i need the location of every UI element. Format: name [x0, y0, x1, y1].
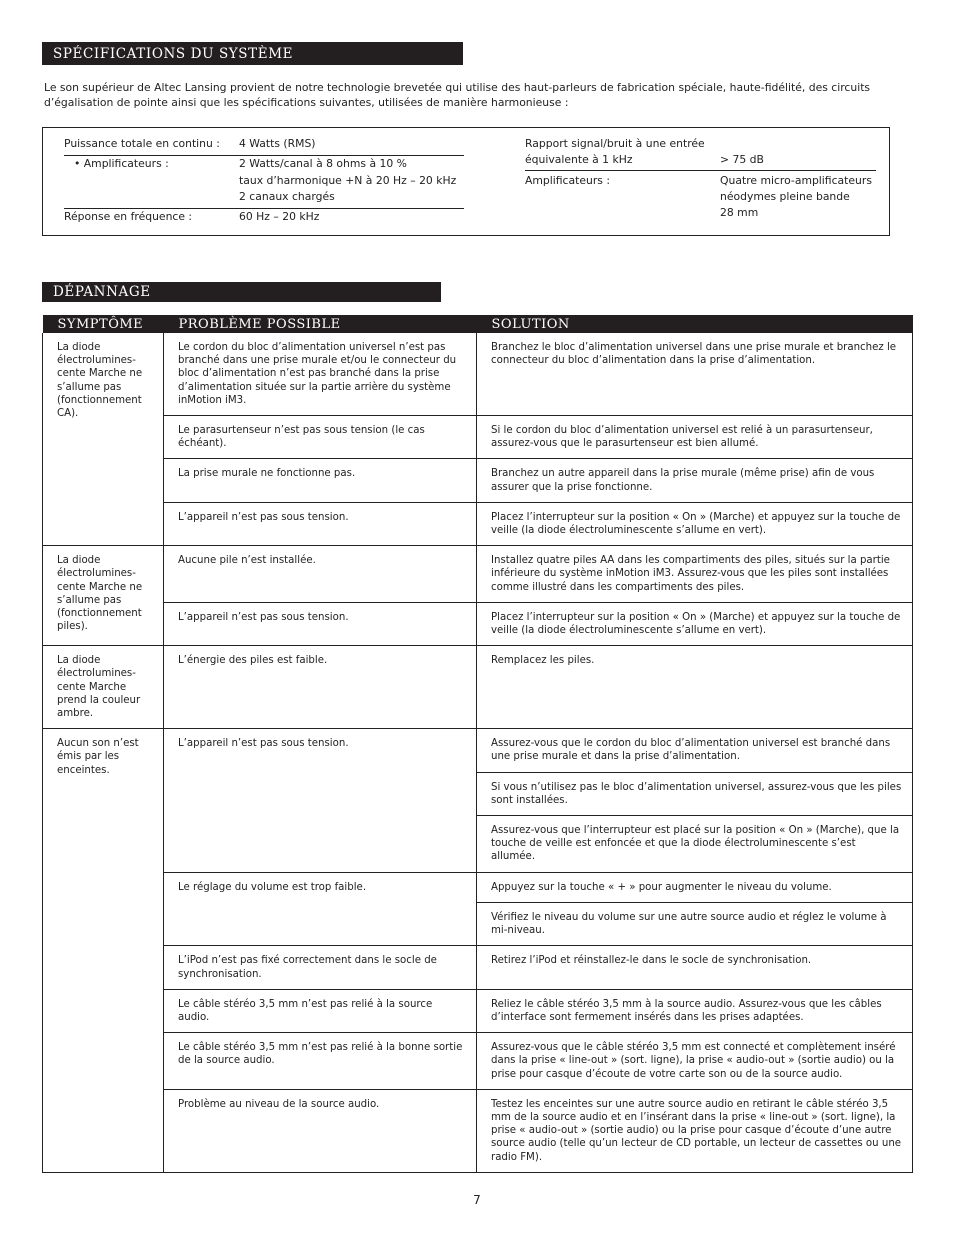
power-value: 4 Watts (RMS) [239, 137, 316, 150]
snr-label: équivalente à 1 kHz [525, 153, 633, 166]
power-label: Puissance totale en continu : [64, 137, 220, 150]
solution-cell: Assurez-vous que le cordon du bloc d’alimentation universel est branché dans une prise murale et dans la prise d’alimentation. [477, 729, 913, 772]
specs-intro: Le son supérieur de Altec Lansing provient de notre technologie brevetée qui utilise des haut-parleurs de fabrication spéciale, haute-fidélité, des circuits d’égalisation de pointe ainsi que les spécifications suivantes, utilisées de manière harmonieuse : [44, 81, 871, 109]
problem-cell: Le câble stéréo 3,5 mm n’est pas relié à la source audio. [164, 989, 477, 1032]
amplifiers-line: Quatre micro-amplificateurs [720, 174, 872, 187]
troubleshooting-table [42, 315, 913, 1173]
solution-cell: Testez les enceintes sur une autre source audio en retirant le câble stéréo 3,5 mm de la source audio et en l’insérant dans la prise « line-out » (sort. ligne), la prise « audio-out » (sortie audio) ou la prise pour casque d’écoute d’une autre source audio (telle qu’un lecteur de CD portable, un lecteur de cassettes ou une radio FM). [477, 1089, 913, 1172]
solution-cell: Branchez le bloc d’alimentation universel dans une prise murale et branchez le connecteur du bloc d’alimentation dans la prise d’alimentation. [477, 333, 913, 416]
frequency-label: Réponse en fréquence : [64, 210, 193, 223]
amplifiers-label-right: Amplificateurs : [525, 174, 610, 187]
specs-box [42, 127, 890, 236]
amplifiers-line: 2 canaux chargés [239, 190, 335, 203]
solution-cell: Branchez un autre appareil dans la prise murale (même prise) afin de vous assurer que la prise fonctionne. [477, 459, 913, 502]
solution-cell: Placez l’interrupteur sur la position « On » (Marche) et appuyez sur la touche de veille (la diode électroluminescente s’allume en vert). [477, 602, 913, 645]
problem-cell: Aucune pile n’est installée. [164, 546, 477, 603]
solution-cell: Appuyez sur la touche « + » pour augmenter le niveau du volume. [477, 872, 913, 902]
amplifiers-line: taux d’harmonique +N à 20 Hz – 20 kHz [239, 174, 457, 187]
symptom-cell: La diode électrolumines-cente Marche ne s’allume pas (fonctionnement piles). [43, 546, 164, 646]
amplifiers-line: 2 Watts/canal à 8 ohms à 10 % [239, 157, 407, 170]
problem-cell: L’énergie des piles est faible. [164, 646, 477, 729]
solution-cell: Installez quatre piles AA dans les compartiments des piles, situés sur la partie inférieure du système inMotion iM3. Assurez-vous que les piles sont installées comme illustré dans les compartiments des piles. [477, 546, 913, 603]
solution-cell: Si le cordon du bloc d’alimentation universel est relié à un parasurtenseur, assurez-vous que le parasurtenseur est bien allumé. [477, 416, 913, 459]
troubleshooting-section-title: DÉPANNAGE [42, 282, 441, 302]
header-solution: SOLUTION [477, 315, 913, 333]
solution-cell: Assurez-vous que l’interrupteur est placé sur la position « On » (Marche), que la touche de veille est enfoncée et que la diode électroluminescente s’est allumée. [477, 816, 913, 873]
problem-cell: L’iPod n’est pas fixé correctement dans le socle de synchronisation. [164, 946, 477, 989]
symptom-cell: La diode électrolumines-cente Marche prend la couleur ambre. [43, 646, 164, 729]
frequency-value: 60 Hz – 20 kHz [239, 210, 320, 223]
problem-cell: Le parasurtenseur n’est pas sous tension (le cas échéant). [164, 416, 477, 459]
header-problem: PROBLÈME POSSIBLE [164, 315, 477, 333]
problem-cell: La prise murale ne fonctionne pas. [164, 459, 477, 502]
solution-cell: Reliez le câble stéréo 3,5 mm à la source audio. Assurez-vous que les câbles d’interface sont fermement insérés dans les prises adaptées. [477, 989, 913, 1032]
problem-cell: Le réglage du volume est trop faible. [164, 872, 477, 946]
snr-label: Rapport signal/bruit à une entrée [525, 137, 705, 150]
header-symptom: SYMPTÔME [43, 315, 164, 333]
amplifiers-line: 28 mm [720, 206, 759, 219]
solution-cell: Remplacez les piles. [477, 646, 913, 729]
amplifiers-label: • Amplificateurs : [74, 157, 169, 170]
amplifiers-line: néodymes pleine bande [720, 190, 850, 203]
symptom-cell: Aucun son n’est émis par les enceintes. [43, 729, 164, 1172]
problem-cell: Le câble stéréo 3,5 mm n’est pas relié à la bonne sortie de la source audio. [164, 1033, 477, 1090]
solution-cell: Vérifiez le niveau du volume sur une autre source audio et réglez le volume à mi-niveau. [477, 902, 913, 945]
problem-cell: Problème au niveau de la source audio. [164, 1089, 477, 1172]
page-number: 7 [473, 1193, 481, 1207]
solution-cell: Placez l’interrupteur sur la position « On » (Marche) et appuyez sur la touche de veille (la diode électroluminescente s’allume en vert). [477, 502, 913, 545]
problem-cell: Le cordon du bloc d’alimentation universel n’est pas branché dans une prise murale et/ou le connecteur du bloc d’alimentation n’est pas branché dans la prise d’alimentation située sur la partie arrière du système inMotion iM3. [164, 333, 477, 416]
symptom-cell: La diode électrolumines-cente Marche ne s’allume pas (fonctionnement CA). [43, 333, 164, 546]
problem-cell: L’appareil n’est pas sous tension. [164, 602, 477, 645]
solution-cell: Si vous n’utilisez pas le bloc d’alimentation universel, assurez-vous que les piles sont installées. [477, 772, 913, 815]
snr-value: > 75 dB [720, 153, 764, 166]
problem-cell: L’appareil n’est pas sous tension. [164, 502, 477, 545]
problem-cell: L’appareil n’est pas sous tension. [164, 729, 477, 872]
specs-section-title: SPÉCIFICATIONS DU SYSTÈME [42, 42, 463, 65]
solution-cell: Retirez l’iPod et réinstallez-le dans le socle de synchronisation. [477, 946, 913, 989]
divider [525, 170, 876, 171]
solution-cell: Assurez-vous que le câble stéréo 3,5 mm est connecté et complètement inséré dans la prise « line-out » (sort. ligne), la prise « audio-out » (sortie audio) ou la prise pour casque d’écoute de votre carte son ou de la source audio. [477, 1033, 913, 1090]
